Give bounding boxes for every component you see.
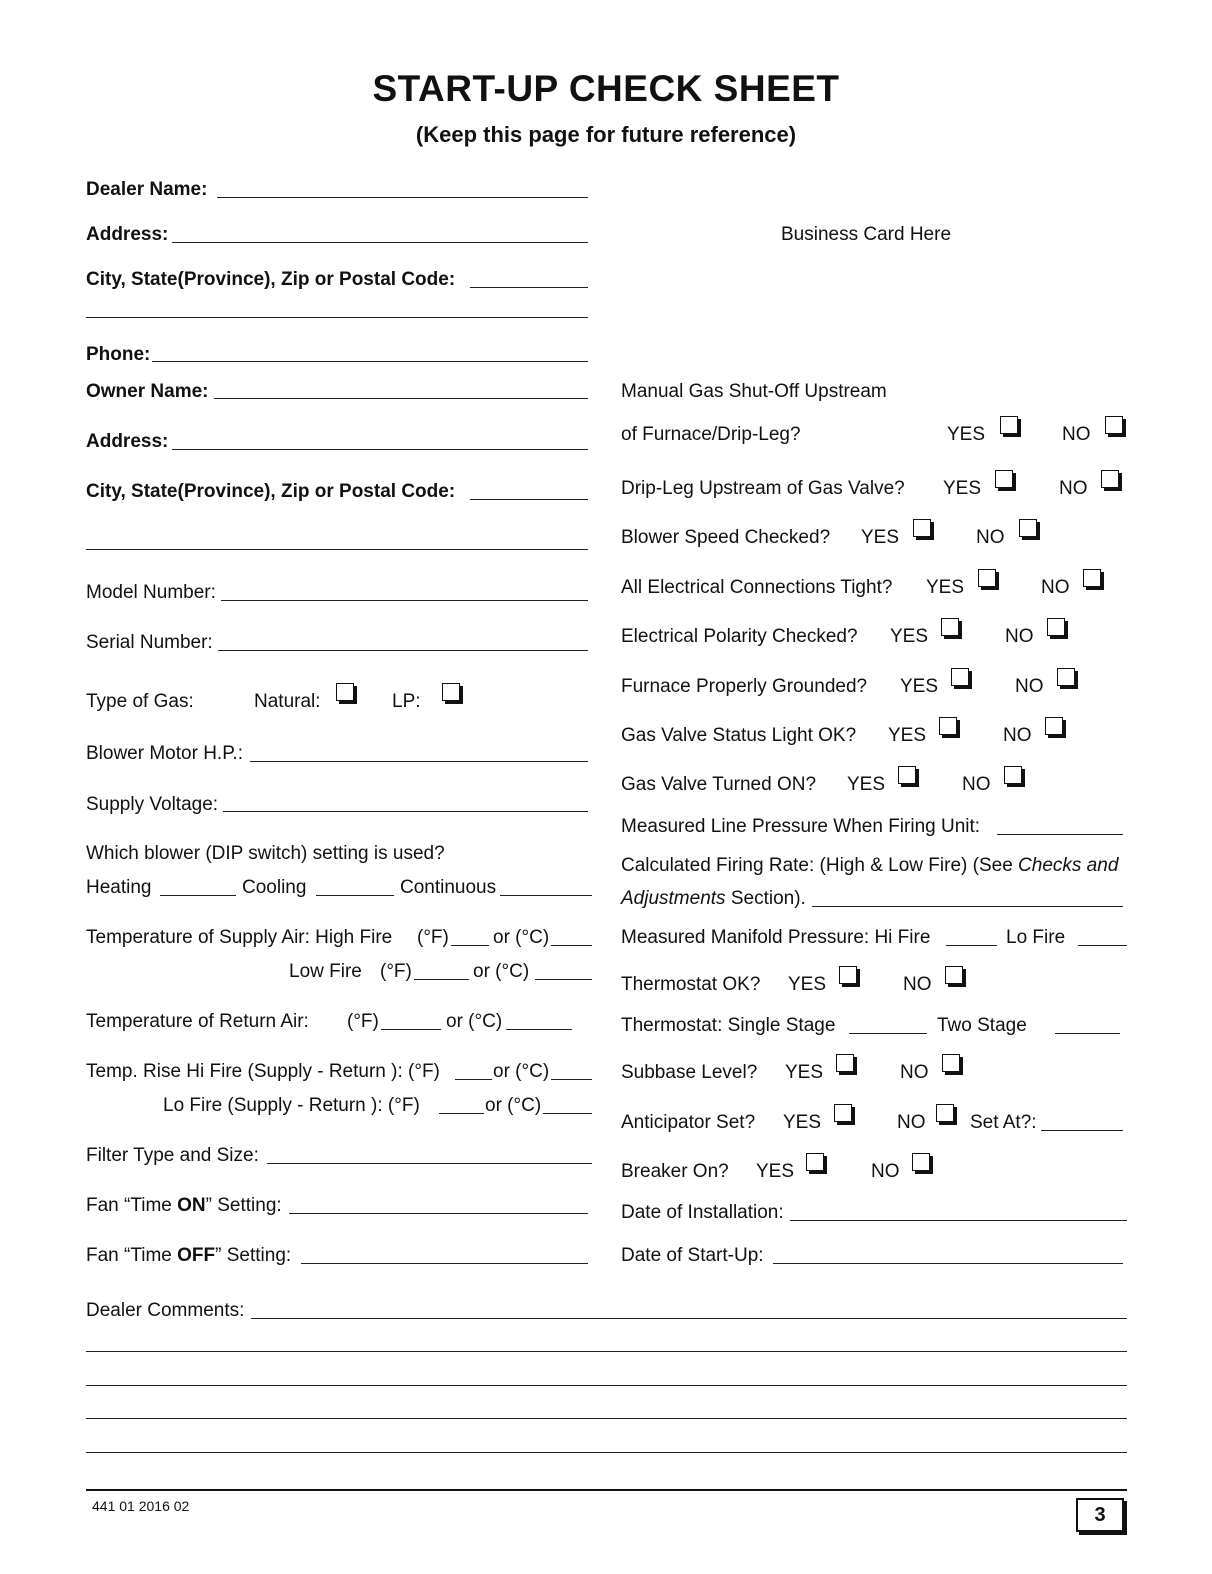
no-label: NO [1005,626,1034,647]
owner-city-field-2[interactable] [86,549,588,550]
temp-rise-hi-c-field[interactable] [551,1079,592,1080]
filter-field[interactable] [267,1163,592,1164]
fan-off-field[interactable] [301,1263,588,1264]
serial-number-label: Serial Number: [86,632,213,653]
drip-leg-no-checkbox[interactable] [1101,470,1119,488]
filter-label: Filter Type and Size: [86,1145,259,1166]
supply-high-c-field[interactable] [551,945,592,946]
document-number: 441 01 2016 02 [92,1498,190,1514]
status-light-no-checkbox[interactable] [1045,717,1063,735]
fan-off-label: Fan “Time OFF” Setting: [86,1245,292,1266]
status-light-yes-checkbox[interactable] [939,717,957,735]
owner-address-label: Address: [86,431,169,452]
supply-high-f-unit: (°F) [417,927,449,948]
page-title: START-UP CHECK SHEET [372,68,840,109]
drip-leg-label: Drip-Leg Upstream of Gas Valve? [621,478,905,499]
dealer-phone-label: Phone: [86,344,151,365]
startup-date-field[interactable] [773,1263,1123,1264]
cooling-field[interactable] [316,895,394,896]
electrical-tight-no-checkbox[interactable] [1083,569,1101,587]
temp-rise-hi-c-unit: or (°C) [493,1061,550,1082]
comments-line-4[interactable] [86,1418,1127,1419]
no-label: NO [1059,478,1088,499]
valve-on-no-checkbox[interactable] [1004,766,1022,784]
yes-label: YES [783,1112,822,1133]
temp-rise-lo-label: Lo Fire (Supply - Return ): (°F) [163,1095,420,1116]
dealer-city-field-2[interactable] [86,317,588,318]
dip-switch-question: Which blower (DIP switch) setting is used? [86,843,445,864]
return-air-label: Temperature of Return Air: [86,1011,309,1032]
status-light-label: Gas Valve Status Light OK? [621,725,857,746]
dealer-name-label: Dealer Name: [86,179,208,200]
thermostat-ok-yes-checkbox[interactable] [839,966,857,984]
firing-rate-label-2: Adjustments Section). [621,888,806,909]
supply-low-c-field[interactable] [535,979,592,980]
polarity-label: Electrical Polarity Checked? [621,626,858,647]
no-label: NO [1015,676,1044,697]
no-label: NO [871,1161,900,1182]
subbase-label: Subbase Level? [621,1062,758,1083]
drip-leg-yes-checkbox[interactable] [995,470,1013,488]
subbase-no-checkbox[interactable] [942,1054,960,1072]
line-pressure-label: Measured Line Pressure When Firing Unit: [621,816,981,837]
page-subtitle: (Keep this page for future reference) [415,122,797,147]
owner-name-label: Owner Name: [86,381,209,402]
temp-rise-lo-c-unit: or (°C) [485,1095,542,1116]
owner-address-field[interactable] [172,449,588,450]
install-date-field[interactable] [790,1220,1127,1221]
manual-shutoff-label-2: of Furnace/Drip-Leg? [621,424,801,445]
anticipator-label: Anticipator Set? [621,1112,756,1133]
supply-low-f-unit: (°F) [380,961,412,982]
polarity-no-checkbox[interactable] [1047,618,1065,636]
breaker-label: Breaker On? [621,1161,729,1182]
two-stage-field[interactable] [1055,1033,1120,1034]
yes-label: YES [861,527,900,548]
comments-line-3[interactable] [86,1385,1127,1386]
heating-field[interactable] [160,895,236,896]
comments-line-1[interactable] [251,1318,1127,1319]
dealer-city-field[interactable] [470,287,588,288]
yes-label: YES [788,974,827,995]
return-f-unit: (°F) [347,1011,379,1032]
return-c-field[interactable] [506,1029,572,1030]
manifold-pressure-label: Measured Manifold Pressure: Hi Fire [621,927,931,948]
lp-gas-label: LP: [392,691,421,712]
electrical-tight-label: All Electrical Connections Tight? [621,577,893,598]
yes-label: YES [900,676,939,697]
firing-rate-field[interactable] [812,906,1123,907]
thermostat-ok-label: Thermostat OK? [621,974,761,995]
blower-speed-label: Blower Speed Checked? [621,527,831,548]
no-label: NO [976,527,1005,548]
single-stage-field[interactable] [849,1033,927,1034]
footer-divider [86,1489,1127,1491]
dealer-address-label: Address: [86,224,169,245]
no-label: NO [900,1062,929,1083]
yes-label: YES [756,1161,795,1182]
dealer-address-field[interactable] [172,242,588,243]
no-label: NO [897,1112,926,1133]
manifold-lo-label: Lo Fire [1006,927,1066,948]
continuous-field[interactable] [500,895,592,896]
startup-date-label: Date of Start-Up: [621,1245,764,1266]
lp-gas-checkbox[interactable] [442,683,460,701]
comments-line-5[interactable] [86,1452,1127,1453]
fan-on-label: Fan “Time ON” Setting: [86,1195,282,1216]
electrical-tight-yes-checkbox[interactable] [978,569,996,587]
owner-name-field[interactable] [214,398,588,399]
return-f-field[interactable] [381,1029,441,1030]
fan-on-field[interactable] [289,1213,588,1214]
grounded-label: Furnace Properly Grounded? [621,676,868,697]
owner-city-label: City, State(Province), Zip or Postal Code: [86,481,456,502]
two-stage-label: Two Stage [937,1015,1027,1036]
dealer-name-field[interactable] [217,197,588,198]
set-at-field[interactable] [1041,1130,1123,1131]
comments-line-2[interactable] [86,1351,1127,1352]
polarity-yes-checkbox[interactable] [941,618,959,636]
yes-label: YES [926,577,965,598]
anticipator-no-checkbox[interactable] [936,1104,954,1122]
yes-label: YES [888,725,927,746]
model-number-label: Model Number: [86,582,216,603]
supply-high-c-unit: or (°C) [493,927,550,948]
yes-label: YES [847,774,886,795]
valve-on-label: Gas Valve Turned ON? [621,774,817,795]
yes-label: YES [943,478,982,499]
natural-gas-label: Natural: [254,691,321,712]
dealer-comments-label: Dealer Comments: [86,1300,245,1321]
return-c-unit: or (°C) [446,1011,503,1032]
install-date-label: Date of Installation: [621,1202,784,1223]
temp-rise-lo-c-field[interactable] [543,1113,592,1114]
business-card-area: Business Card Here [781,224,952,245]
supply-low-fire-label: Low Fire [289,961,362,982]
blower-speed-yes-checkbox[interactable] [913,519,931,537]
temp-rise-hi-f-field[interactable] [455,1079,492,1080]
manual-shutoff-yes-checkbox[interactable] [1000,416,1018,434]
continuous-label: Continuous [400,877,497,898]
subbase-yes-checkbox[interactable] [836,1054,854,1072]
no-label: NO [1041,577,1070,598]
no-label: NO [1003,725,1032,746]
natural-gas-checkbox[interactable] [336,683,354,701]
supply-voltage-field[interactable] [223,811,588,812]
firing-rate-label: Calculated Firing Rate: (High & Low Fire) (See Checks and [621,855,1119,876]
cooling-label: Cooling [242,877,307,898]
supply-low-c-unit: or (°C) [473,961,530,982]
page-number: 3 [1076,1498,1124,1532]
temp-rise-lo-f-field[interactable] [439,1113,484,1114]
supply-high-f-field[interactable] [451,945,489,946]
yes-label: YES [785,1062,824,1083]
manifold-lo-field[interactable] [1078,945,1127,946]
yes-label: YES [947,424,986,445]
valve-on-yes-checkbox[interactable] [898,766,916,784]
temp-rise-hi-label: Temp. Rise Hi Fire (Supply - Return ): (°F) [86,1061,440,1082]
owner-city-field[interactable] [470,499,588,500]
manual-shutoff-label: Manual Gas Shut-Off Upstream [621,381,887,402]
manifold-hi-field[interactable] [946,945,997,946]
thermostat-stage-label: Thermostat: Single Stage [621,1015,836,1036]
no-label: NO [1062,424,1091,445]
grounded-yes-checkbox[interactable] [951,668,969,686]
set-at-label: Set At?: [970,1112,1037,1133]
manual-shutoff-no-checkbox[interactable] [1105,416,1123,434]
grounded-no-checkbox[interactable] [1057,668,1075,686]
heating-label: Heating [86,877,152,898]
supply-low-f-field[interactable] [414,979,469,980]
blower-hp-label: Blower Motor H.P.: [86,743,243,764]
no-label: NO [962,774,991,795]
supply-voltage-label: Supply Voltage: [86,794,219,815]
breaker-no-checkbox[interactable] [912,1153,930,1171]
model-number-field[interactable] [221,600,588,601]
thermostat-ok-no-checkbox[interactable] [945,966,963,984]
yes-label: YES [890,626,929,647]
breaker-yes-checkbox[interactable] [806,1153,824,1171]
gas-type-label: Type of Gas: [86,691,194,712]
blower-hp-field[interactable] [250,761,588,762]
anticipator-yes-checkbox[interactable] [834,1104,852,1122]
serial-number-field[interactable] [218,650,588,651]
no-label: NO [903,974,932,995]
dealer-city-label: City, State(Province), Zip or Postal Code: [86,269,456,290]
dealer-phone-field[interactable] [152,361,588,362]
supply-air-label: Temperature of Supply Air: High Fire [86,927,393,948]
blower-speed-no-checkbox[interactable] [1019,519,1037,537]
line-pressure-field[interactable] [997,834,1123,835]
